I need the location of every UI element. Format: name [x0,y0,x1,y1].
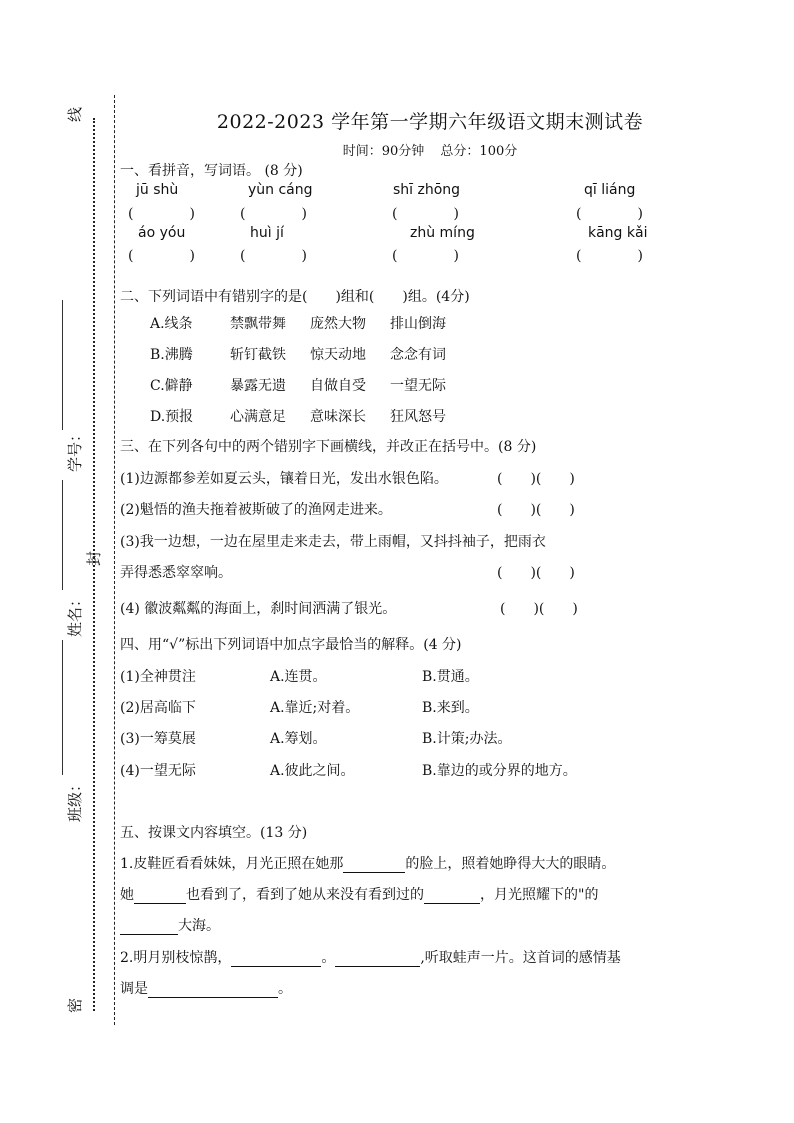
q1-pinyin-7: zhù míng [410,225,475,241]
exam-total: 总分：100分 [440,144,518,159]
page-title: 2022-2023 学年第一学期六年级语文期末测试卷 [216,111,644,133]
exam-info [120,140,740,159]
q1-pinyin-5: áo yóu [138,225,186,241]
q5-blank-6[interactable] [335,952,420,967]
q5-heading: 五、按课文内容填空。(13 分) [120,825,308,841]
q1-answer-3[interactable]: ( ) [392,206,459,222]
name-label: 姓名： [66,591,84,637]
q5-line-3: 大海。 [120,915,220,935]
q1-answer-2[interactable]: ( ) [240,206,307,222]
q4-row-3[interactable]: (3)一筹莫展 A.筹划。 B.计策;办法。 [120,731,512,747]
binding-mark-xian: 线 [66,106,84,122]
q5-line-1: 1.皮鞋匠看看妹妹，月光正照在她那 的脸上，照着她睁得大大的眼睛。 [120,856,616,872]
q3-answer-1[interactable]: ( )( ) [497,471,575,487]
q1-pinyin-8: kāng kǎi [588,225,648,241]
q5-line-2: 她 也看到了，看到了她从来没有看到过的 ，月光照耀下的"的 [120,887,599,903]
q1-answer-8[interactable]: ( ) [576,248,643,264]
q1-pinyin-1: jū shù [136,182,179,198]
q3-sentence-1: (1)边源都参差如夏云头，镶着日光，发出水银色陷。 [120,471,448,487]
q1-heading: 一、看拼音，写词语。 (8 分) [120,163,303,179]
q5-blank-4[interactable] [120,920,178,935]
q5-blank-3[interactable] [424,889,480,904]
exam-time: 时间：90分钟 [342,144,425,159]
q2-heading: 二、下列词语中有错别字的是( )组和( )组。(4分) [120,289,470,305]
q1-pinyin-2: yùn cáng [248,182,313,198]
q1-pinyin-3: shī zhōng [393,182,461,198]
q5-blank-7[interactable] [148,983,278,998]
q1-answer-7[interactable]: ( ) [392,248,459,264]
q2-row-c[interactable]: C.僻静 暴露无遗 自做自受 一望无际 [150,378,446,394]
q4-row-2[interactable]: (2)居高临下 A.靠近;对着。 B.来到。 [120,700,479,716]
q3-answer-3[interactable]: ( )( ) [497,565,575,581]
student-id-label: 学号： [66,426,84,472]
q2-row-a[interactable]: A.线条 禁飘带舞 庞然大物 排山倒海 [150,316,446,332]
q2-row-b[interactable]: B.沸腾 斩钉截铁 惊天动地 念念有词 [150,347,446,363]
q3-sentence-4: (4) 徽波粼粼的海面上，刹时间洒满了银光。 [120,601,397,617]
q3-sentence-3b: 弄得悉悉窣窣响。 [120,565,232,581]
q5-line-4: 2.明月别枝惊鹊， 。 ,听取蛙声一片。这首词的感情基 [120,950,621,966]
q3-sentence-2: (2)魁悟的渔夫拖着被斯破了的渔网走进来。 [120,502,392,518]
binding-mark-feng: 封 [85,550,103,566]
q5-blank-5[interactable] [231,952,321,967]
q1-pinyin-6: huì jí [250,225,284,241]
class-label: 班级： [66,776,84,822]
q3-answer-2[interactable]: ( )( ) [497,502,575,518]
q2-row-d[interactable]: D.预报 心满意足 意味深长 狂风怒号 [150,409,446,425]
q4-row-4[interactable]: (4)一望无际 A.彼此之间。 B.靠边的或分界的地方。 [120,763,577,779]
class-line[interactable] [62,640,63,775]
q4-row-1[interactable]: (1)全神贯注 A.连贯。 B.贯通。 [120,669,479,685]
q3-sentence-3a: (3)我一边想，一边在屋里走来走去，带上雨帽，又抖抖袖子，把雨衣 [120,534,546,550]
q1-answer-4[interactable]: ( ) [576,206,643,222]
q1-answer-1[interactable]: ( ) [128,206,195,222]
q1-answer-5[interactable]: ( ) [128,248,195,264]
q5-blank-2[interactable] [134,889,186,904]
q3-heading: 三、在下列各句中的两个错别字下画横线，并改正在括号中。(8 分) [120,439,537,455]
student-id-line[interactable] [62,300,63,430]
q5-line-5: 调是 。 [120,981,292,997]
q3-answer-4[interactable]: ( )( ) [500,601,578,617]
binding-mark-mi: 密 [66,997,84,1013]
q5-blank-1[interactable] [343,858,405,873]
q1-pinyin-4: qī liáng [584,182,636,198]
name-line[interactable] [62,480,63,590]
q1-answer-6[interactable]: ( ) [240,248,307,264]
binding-dashed-line [114,95,115,1025]
q4-heading: 四、用“√”标出下列词语中加点字最恰当的解释。(4 分) [120,637,462,653]
